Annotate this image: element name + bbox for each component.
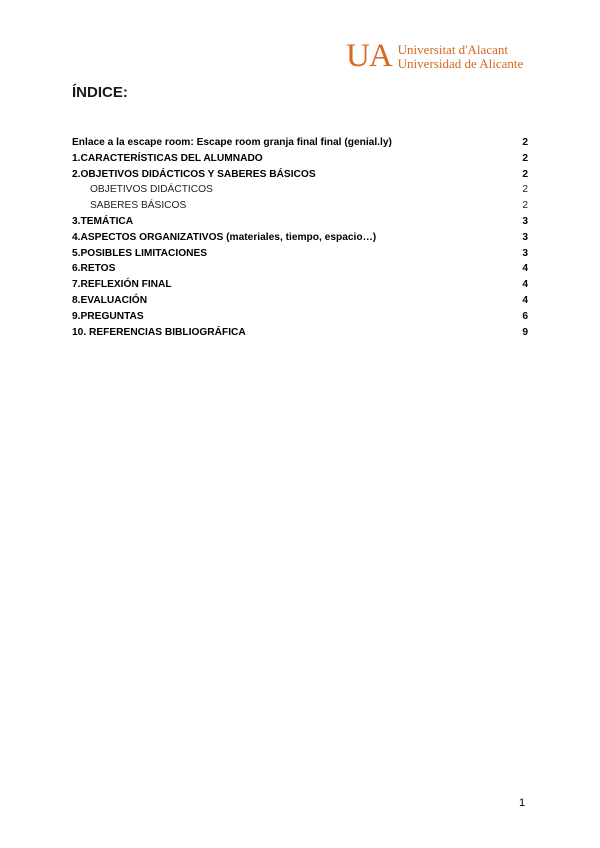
toc-entry[interactable] [72,151,528,167]
toc-entry-page: 2 [522,137,528,148]
toc-entry-page: 2 [522,184,528,196]
toc-entry-page: 2 [522,152,528,164]
toc-entry-title: SABERES BÁSICOS [90,200,187,212]
page-number: 1 [519,797,526,809]
toc-entry[interactable] [72,167,528,183]
toc-entry-title: OBJETIVOS DIDÁCTICOS [90,184,213,196]
toc-entry-page: 6 [522,310,528,322]
toc-entry[interactable] [72,325,528,341]
toc-entry-page: 9 [522,326,528,338]
toc-entry-title: 6.RETOS [72,263,116,275]
page-title: ÍNDICE: [72,84,128,101]
toc-entry[interactable] [72,246,528,262]
toc-entry-title: 7.REFLEXIÓN FINAL [72,279,172,291]
toc-entry[interactable] [72,293,528,309]
toc-entry-title: 1.CARACTERÍSTICAS DEL ALUMNADO [72,152,263,164]
toc-entry[interactable] [72,135,528,151]
toc-entry[interactable] [72,309,528,325]
toc-entry-page: 3 [522,247,528,259]
toc-subentry[interactable] [72,182,528,198]
toc-entry[interactable] [72,277,528,293]
toc-entry[interactable] [72,230,528,246]
toc-entry-page: 2 [522,200,528,212]
toc-entry[interactable] [72,214,528,230]
toc-entry[interactable] [72,261,528,277]
toc-subentry[interactable] [72,198,528,214]
toc-entry-title: 8.EVALUACIÓN [72,294,148,306]
toc-entry-title: 9.PREGUNTAS [72,310,144,322]
university-logo [346,40,523,73]
logo-text [398,43,524,71]
toc-entry-page: 4 [522,279,528,291]
toc-entry-title: 2.OBJETIVOS DIDÁCTICOS Y SABERES BÁSICOS [72,168,316,180]
logo-line-spanish: Universidad de Alicante [397,55,524,71]
toc-entry-page: 3 [522,215,528,227]
toc-entry-page: 2 [522,168,528,180]
table-of-contents [72,135,528,340]
toc-entry-title: 4.ASPECTOS ORGANIZATIVOS (materiales, tiempo, espacio…) [72,231,377,243]
toc-entry-page: 4 [522,294,528,306]
toc-entry-title: Enlace a la escape room: Escape room granja final final (genial.ly) [72,137,392,148]
toc-entry-page: 4 [522,263,528,275]
toc-entry-title: 10. REFERENCIAS BIBLIOGRÁFICA [72,326,246,338]
logo-mark: UA [346,38,392,74]
logo-line-valencian: Universitat d'Alacant [397,41,508,57]
toc-entry-title: 3.TEMÁTICA [72,215,134,227]
toc-entry-title: 5.POSIBLES LIMITACIONES [72,247,208,259]
toc-entry-page: 3 [522,231,528,243]
